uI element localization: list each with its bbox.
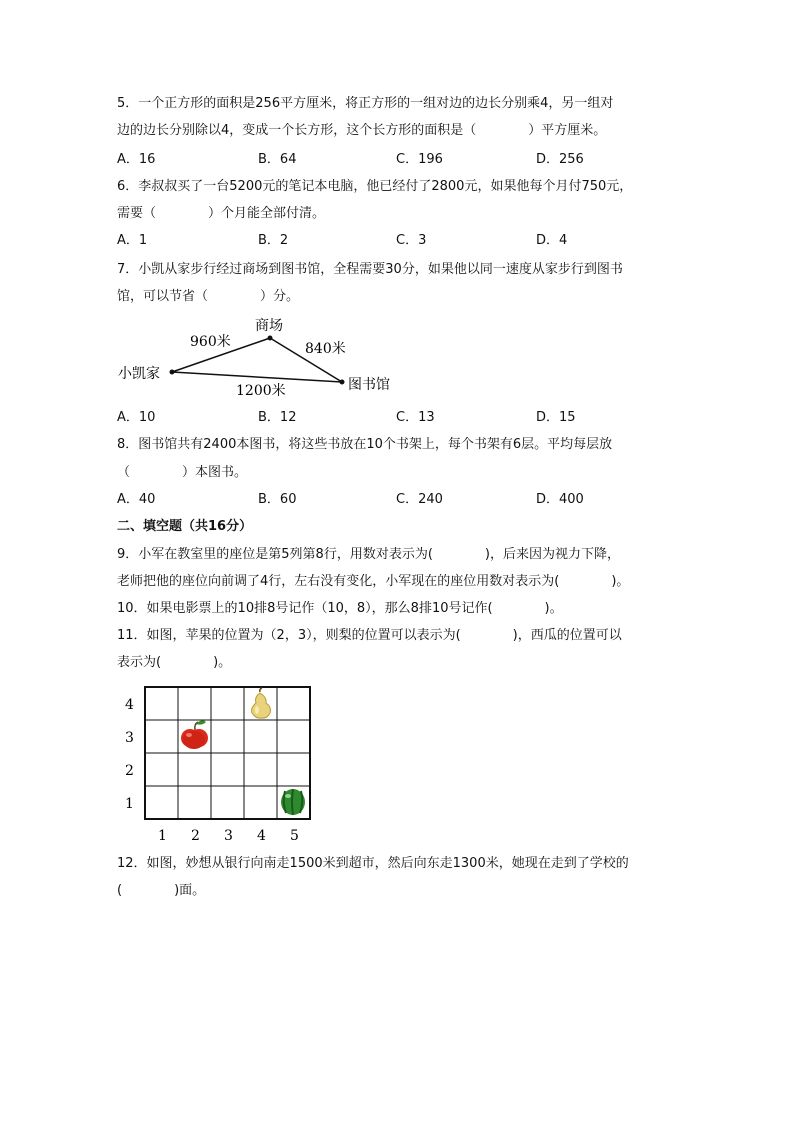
q8-option-a: A．40 (117, 492, 156, 507)
q8-option-b: B．60 (258, 492, 297, 507)
q7-option-c: C．13 (396, 410, 435, 425)
apple-icon (181, 720, 208, 749)
section-heading: 二、填空题（共16分） (117, 519, 253, 534)
q11-text-line1: 11．如图，苹果的位置为（2，3），则梨的位置可以表示为( )，西瓜的位置可以 (117, 628, 622, 643)
q8-text-line2: （ ）本图书。 (117, 465, 248, 480)
q5-option-d: D．256 (536, 152, 584, 167)
q7-option-b: B．12 (258, 410, 297, 425)
mall-point (268, 336, 273, 341)
q6-option-c: C．3 (396, 233, 427, 248)
home-point (170, 370, 175, 375)
watermelon-icon (281, 789, 305, 815)
q5-option-b: B．64 (258, 152, 297, 167)
q6-option-d: D．4 (536, 233, 568, 248)
q12-text-line1: 12．如图，妙想从银行向南走1500米到超市，然后向东走1300米，她现在走到了学校的 (117, 856, 629, 871)
q8-option-d: D．400 (536, 492, 584, 507)
q6-text-line1: 6．李叔叔买了一台5200元的笔记本电脑，他已经付了2800元，如果他每个月付750元， (117, 179, 633, 194)
x-label-1: 1 (158, 828, 167, 844)
q7-text-line2: 馆，可以节省（ ）分。 (117, 289, 300, 304)
route-home-library (172, 372, 342, 382)
x-label-5: 5 (290, 828, 299, 844)
y-label-4: 4 (125, 697, 134, 713)
q7-option-d: D．15 (536, 410, 576, 425)
q7-option-a: A．10 (117, 410, 156, 425)
library-point (340, 380, 345, 385)
q9-text-line1: 9．小军在教室里的座位是第5列第8行，用数对表示为( )，后来因为视力下降， (117, 547, 620, 562)
q5-text-line1: 5．一个正方形的面积是256平方厘米，将正方形的一组对边的边长分别乘4，另一组对 (117, 96, 614, 111)
x-label-4: 4 (257, 828, 266, 844)
q8-text-line1: 8．图书馆共有2400本图书，将这些书放在10个书架上，每个书架有6层。平均每层放 (117, 437, 613, 452)
q11-text-line2: 表示为( )。 (117, 655, 232, 670)
q5-text-line2: 边的边长分别除以4，变成一个长方形，这个长方形的面积是（ ）平方厘米。 (117, 123, 607, 138)
q8-option-c: C．240 (396, 492, 443, 507)
x-label-2: 2 (191, 828, 200, 844)
q9-text-line2: 老师把他的座位向前调了4行，左右没有变化，小军现在的座位用数对表示为( )。 (117, 574, 630, 589)
y-label-2: 2 (125, 763, 134, 779)
q10-text-line1: 10．如果电影票上的10排8号记作（10，8），那么8排10号记作( )。 (117, 601, 563, 616)
label-library: 图书馆 (348, 377, 390, 393)
q7-text-line1: 7．小凯从家步行经过商场到图书馆，全程需要30分，如果他以同一速度从家步行到图书 (117, 262, 623, 277)
y-label-1: 1 (125, 796, 134, 812)
q5-option-a: A．16 (117, 152, 156, 167)
label-home-mall-distance: 960米 (190, 334, 231, 350)
q12-text-line2: ( )面。 (117, 883, 206, 898)
q6-option-a: A．1 (117, 233, 148, 248)
route-diagram (110, 312, 410, 402)
q6-option-b: B．2 (258, 233, 289, 248)
y-label-3: 3 (125, 730, 134, 746)
fruit-grid (110, 680, 320, 845)
label-mall: 商场 (255, 318, 283, 334)
label-mall-library-distance: 840米 (305, 341, 346, 357)
q6-text-line2: 需要（ ）个月能全部付清。 (117, 206, 326, 221)
label-home-library-distance: 1200米 (236, 383, 286, 399)
pear-icon (252, 688, 271, 718)
q5-option-c: C．196 (396, 152, 443, 167)
x-label-3: 3 (224, 828, 233, 844)
label-home: 小凯家 (118, 366, 160, 382)
